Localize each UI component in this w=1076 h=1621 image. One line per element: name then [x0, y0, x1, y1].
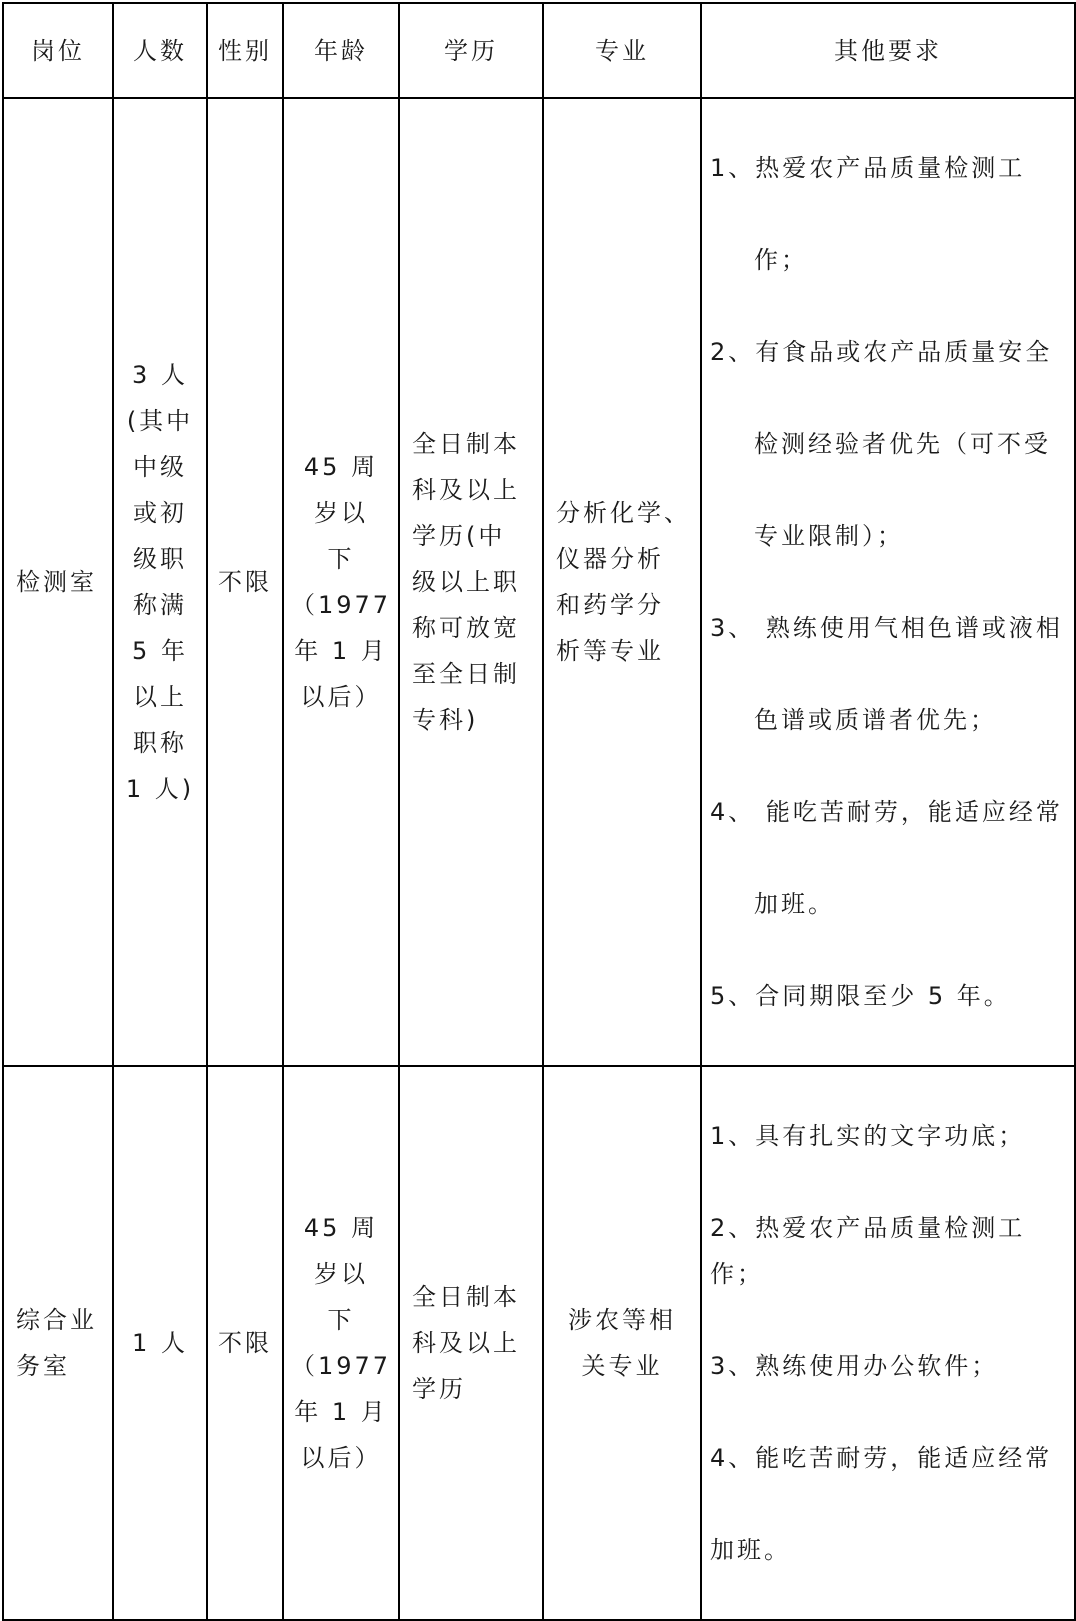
- requirement-line: 1、具有扎实的文字功底；: [710, 1122, 1026, 1150]
- gender-cell: 不限: [207, 98, 283, 1066]
- major-cell: 分析化学、 仪器分析 和药学分 析等专业: [543, 98, 701, 1066]
- header-age: 年龄: [283, 3, 399, 98]
- requirement-line: 3、熟练使用办公软件；: [710, 1352, 999, 1380]
- requirement-line: 5、合同期限至少 5 年。: [710, 982, 1011, 1010]
- table-row: [3, 98, 1075, 1066]
- header-count: 人数: [113, 3, 207, 98]
- education-cell: 全日制本 科及以上 学历: [399, 1066, 543, 1620]
- table-row: [3, 1066, 1075, 1620]
- requirement-line: 4、能吃苦耐劳，能适应经常: [710, 1444, 1053, 1472]
- header-education: 学历: [399, 3, 543, 98]
- header-gender: 性别: [207, 3, 283, 98]
- requirement-line: 专业限制）；: [754, 522, 904, 550]
- position-cell: 检测室: [3, 98, 113, 1066]
- gender-cell: 不限: [207, 1066, 283, 1620]
- requirements-cell: [701, 1066, 1075, 1620]
- count-cell: 1 人: [113, 1066, 207, 1620]
- job-requirements-table: [2, 2, 1076, 1621]
- requirement-line: 加班。: [710, 1536, 791, 1564]
- requirement-line: 4、 能吃苦耐劳，能适应经常: [710, 798, 1063, 826]
- table-header-row: [3, 3, 1075, 98]
- header-position: 岗位: [3, 3, 113, 98]
- requirement-line: 检测经验者优先（可不受: [754, 430, 1051, 458]
- major-cell: 涉农等相 关专业: [543, 1066, 701, 1620]
- requirements-cell: [701, 98, 1075, 1066]
- header-requirements: 其他要求: [701, 3, 1075, 98]
- requirement-line: 2、热爱农产品质量检测工作；: [710, 1214, 1026, 1288]
- age-cell: 45 周 岁以 下 （1977 年 1 月 以后）: [283, 98, 399, 1066]
- requirement-line: 加班。: [754, 890, 835, 918]
- requirement-line: 1、热爱农产品质量检测工: [710, 154, 1026, 182]
- requirement-line: 3、 熟练使用气相色谱或液相: [710, 614, 1063, 642]
- education-cell: 全日制本 科及以上 学历(中 级以上职 称可放宽 至全日制 专科): [399, 98, 543, 1066]
- requirement-line: 作；: [754, 246, 808, 274]
- position-cell: 综合业 务室: [3, 1066, 113, 1620]
- header-major: 专业: [543, 3, 701, 98]
- count-cell: 3 人 (其中 中级 或初 级职 称满 5 年 以上 职称 1 人): [113, 98, 207, 1066]
- requirement-line: 2、有食品或农产品质量安全: [710, 338, 1053, 366]
- requirement-line: 色谱或质谱者优先；: [754, 706, 997, 734]
- age-cell: 45 周 岁以 下 （1977 年 1 月 以后）: [283, 1066, 399, 1620]
